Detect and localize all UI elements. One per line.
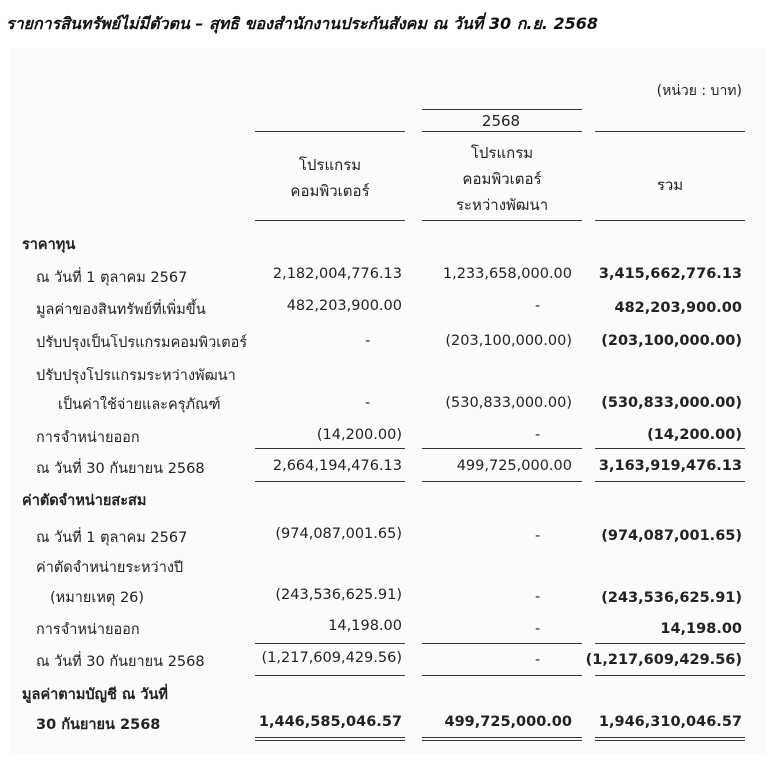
cell-c1: (1,217,609,429.56) [261,650,402,666]
col2-double-rule-top [422,737,582,738]
cell-c1: (243,536,625.91) [275,587,402,603]
row-label: การจำหน่ายออก [36,622,140,638]
row-label: ณ วันที่ 30 กันยายน 2568 [36,654,205,670]
cell-c3: (974,087,001.65) [601,528,742,544]
col-header-total: รวม [656,176,684,194]
cell-c1: 14,198.00 [328,618,402,634]
cell-c3: (530,833,000.00) [601,395,742,411]
cell-c1: (974,087,001.65) [275,526,402,542]
cell-c2: (203,100,000.00) [445,333,572,349]
col3-double-rule-bottom [595,740,745,741]
cell-c3: (243,536,625.91) [601,590,742,606]
col-header-software: โปรแกรม คอมพิวเตอร์ [290,156,370,200]
col3-top-rule [595,131,745,132]
col3-double-rule-top [595,737,745,738]
page-title: รายการสินทรัพย์ไม่มีตัวตน – สุทธิ ของสำนักงานประกันสังคม ณ วันที่ 30 ก.ย. 2568 [6,14,599,33]
cell-c2: 1,233,658,000.00 [442,266,572,282]
col1-header-rule [255,220,405,221]
cell-c1: 2,664,194,476.13 [272,458,402,474]
cell-c1: - [365,395,371,411]
row-label: ค่าตัดจำหน่ายระหว่างปี [36,560,184,576]
section-cost: ราคาทุน [22,237,76,253]
cell-c2: - [535,427,541,443]
cell-c1: (14,200.00) [316,427,402,443]
col1-double-rule-bottom [255,740,405,741]
cell-c2: - [535,621,541,637]
col1-subtotal-rule [255,448,405,449]
section-book-value-date: 30 กันยายน 2568 [36,717,161,733]
cell-c2: 499,725,000.00 [456,458,572,474]
cell-c3: 14,198.00 [660,621,742,637]
row-label: ณ วันที่ 1 ตุลาคม 2567 [36,270,188,286]
cell-c1: 2,182,004,776.13 [272,266,402,282]
row-label: (หมายเหตุ 26) [50,590,145,606]
col2-total-rule [422,675,582,676]
row-label: ปรับปรุงโปรแกรมระหว่างพัฒนา [36,368,236,384]
row-label: ณ วันที่ 30 กันยายน 2568 [36,461,205,477]
year-header: 2568 [481,112,521,130]
unit-label: (หน่วย : บาท) [656,83,742,99]
cell-c2: - [535,652,541,668]
cell-c2: - [535,589,541,605]
col3-subtotal-rule [595,448,745,449]
row-label: มูลค่าของสินทรัพย์ที่เพิ่มขึ้น [36,302,206,318]
cell-c3: 482,203,900.00 [614,300,742,316]
row-label: การจำหน่ายออก [36,430,140,446]
cell-c3: 3,415,662,776.13 [598,266,742,282]
col3-total-rule [595,675,745,676]
col-header-software-in-dev: โปรแกรม คอมพิวเตอร์ ระหว่างพัฒนา [455,144,549,214]
col1-subtotal-rule [255,643,405,644]
col1-total-rule [255,481,405,482]
col3-header-rule [595,220,745,221]
section-book-value: มูลค่าตามบัญชี ณ วันที่ [22,687,168,703]
cell-c3: (14,200.00) [647,427,742,443]
cell-c1: 482,203,900.00 [286,298,402,314]
col2-header-rule [422,220,582,221]
cell-c3: 3,163,919,476.13 [598,458,742,474]
col1-top-rule [255,131,405,132]
cell-c1: - [365,333,371,349]
cell-c2: (530,833,000.00) [445,395,572,411]
cell-c3: (1,217,609,429.56) [585,652,742,668]
row-label: เป็นค่าใช้จ่ายและครุภัณฑ์ [58,397,221,413]
cell-c2: - [535,298,541,314]
col2-total-rule [422,481,582,482]
cell-c2: 499,725,000.00 [444,714,572,730]
col2-subtotal-rule [422,643,582,644]
col2-subtotal-rule [422,448,582,449]
col2-double-rule-bottom [422,740,582,741]
cell-c3: 1,946,310,046.57 [598,714,742,730]
col1-total-rule [255,675,405,676]
col3-subtotal-rule [595,643,745,644]
col2-top-rule [422,131,582,132]
section-amortization: ค่าตัดจำหน่ายสะสม [22,493,147,509]
col1-double-rule-top [255,737,405,738]
col3-total-rule [595,481,745,482]
row-label: ณ วันที่ 1 ตุลาคม 2567 [36,530,188,546]
year-top-rule [422,109,582,110]
row-label: ปรับปรุงเป็นโปรแกรมคอมพิวเตอร์ [36,335,248,351]
cell-c3: (203,100,000.00) [601,333,742,349]
cell-c1: 1,446,585,046.57 [258,714,402,730]
cell-c2: - [535,528,541,544]
